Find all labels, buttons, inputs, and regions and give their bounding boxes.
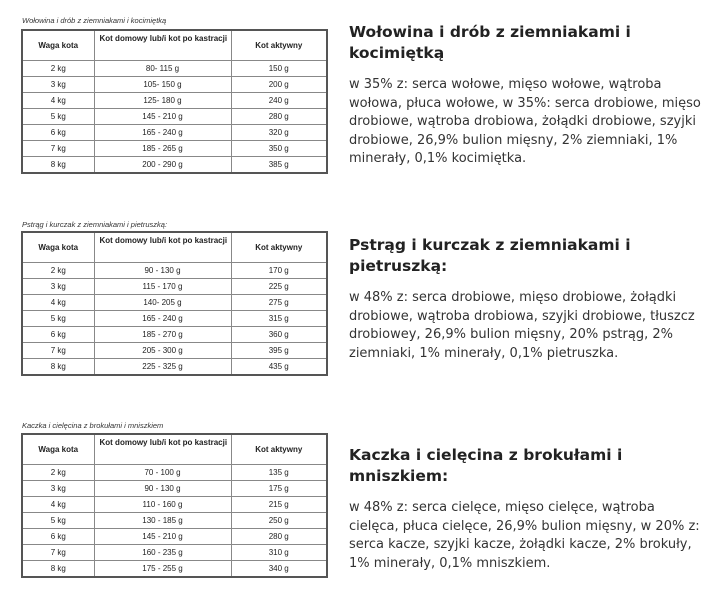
cell-weight: 7 kg — [22, 141, 94, 157]
table-row — [22, 343, 327, 359]
cell-active: 250 g — [231, 513, 327, 529]
cell-indoor: 140- 205 g — [94, 295, 231, 311]
header-weight: Waga kota — [22, 434, 94, 465]
table-row — [22, 279, 327, 295]
cell-weight: 7 kg — [22, 343, 94, 359]
cell-indoor: 185 - 270 g — [94, 327, 231, 343]
table-row — [22, 529, 327, 545]
header-active: Kot aktywny — [231, 30, 327, 61]
cell-weight: 3 kg — [22, 481, 94, 497]
cell-active: 240 g — [231, 93, 327, 109]
header-active: Kot aktywny — [231, 434, 327, 465]
table-row — [22, 295, 327, 311]
table-caption: Kaczka i cielęcina z brokułami i mniszkiem — [22, 421, 164, 430]
cell-indoor: 130 - 185 g — [94, 513, 231, 529]
cell-weight: 2 kg — [22, 263, 94, 279]
header-active: Kot aktywny — [231, 232, 327, 263]
table-caption: Pstrąg i kurczak z ziemniakami i pietruszką: — [22, 220, 168, 229]
cell-weight: 8 kg — [22, 157, 94, 174]
cell-weight: 2 kg — [22, 465, 94, 481]
cell-indoor: 80- 115 g — [94, 61, 231, 77]
cell-active: 280 g — [231, 529, 327, 545]
table-row — [22, 263, 327, 279]
table-header-row — [22, 232, 327, 263]
cell-indoor: 225 - 325 g — [94, 359, 231, 376]
table-row — [22, 141, 327, 157]
table-row — [22, 513, 327, 529]
cell-weight: 4 kg — [22, 295, 94, 311]
cell-indoor: 105- 150 g — [94, 77, 231, 93]
cell-weight: 5 kg — [22, 109, 94, 125]
table-row — [22, 157, 327, 174]
cell-indoor: 185 - 265 g — [94, 141, 231, 157]
cell-active: 280 g — [231, 109, 327, 125]
table-row — [22, 125, 327, 141]
cell-active: 175 g — [231, 481, 327, 497]
cell-active: 170 g — [231, 263, 327, 279]
cell-active: 275 g — [231, 295, 327, 311]
cell-indoor: 175 - 255 g — [94, 561, 231, 578]
cell-active: 150 g — [231, 61, 327, 77]
table-row — [22, 93, 327, 109]
cell-weight: 6 kg — [22, 125, 94, 141]
cell-active: 395 g — [231, 343, 327, 359]
cell-indoor: 125- 180 g — [94, 93, 231, 109]
table-row — [22, 497, 327, 513]
header-weight: Waga kota — [22, 30, 94, 61]
description-block — [349, 22, 701, 169]
cell-indoor: 145 - 210 g — [94, 529, 231, 545]
cell-weight: 5 kg — [22, 513, 94, 529]
table-row — [22, 561, 327, 578]
cell-active: 135 g — [231, 465, 327, 481]
cell-indoor: 165 - 240 g — [94, 311, 231, 327]
cell-indoor: 200 - 290 g — [94, 157, 231, 174]
cell-indoor: 205 - 300 g — [94, 343, 231, 359]
table-row — [22, 109, 327, 125]
feeding-table — [21, 231, 328, 376]
section-title: Wołowina i drób z ziemniakami i kocimiętką — [349, 23, 631, 62]
table-row — [22, 545, 327, 561]
cell-weight: 3 kg — [22, 279, 94, 295]
table-row — [22, 327, 327, 343]
header-indoor: Kot domowy lub/i kot po kastracji — [94, 434, 231, 465]
cell-indoor: 145 - 210 g — [94, 109, 231, 125]
cell-weight: 7 kg — [22, 545, 94, 561]
cell-active: 225 g — [231, 279, 327, 295]
table-row — [22, 359, 327, 376]
cell-indoor: 165 - 240 g — [94, 125, 231, 141]
cell-active: 435 g — [231, 359, 327, 376]
section-description: w 48% z: serca drobiowe, mięso drobiowe, żołądki drobiowe, wątroba drobiowa, szyjki drobiowe, tłuszcz drobiowey, 26,9% bulion mięsny, 20% pstrąg, 2% ziemniaki, 1% minerały, 0,1% pietruszka. — [349, 290, 695, 361]
table-row — [22, 311, 327, 327]
cell-active: 385 g — [231, 157, 327, 174]
section-title: Kaczka i cielęcina z brokułami i mniszkiem: — [349, 446, 623, 485]
cell-weight: 2 kg — [22, 61, 94, 77]
cell-weight: 6 kg — [22, 327, 94, 343]
header-weight: Waga kota — [22, 232, 94, 263]
header-indoor: Kot domowy lub/i kot po kastracji — [94, 232, 231, 263]
cell-active: 350 g — [231, 141, 327, 157]
table-row — [22, 465, 327, 481]
cell-indoor: 90 - 130 g — [94, 481, 231, 497]
header-indoor: Kot domowy lub/i kot po kastracji — [94, 30, 231, 61]
section-description: w 48% z: serca cielęce, mięso cielęce, wątroba cielęca, płuca cielęce, 26,9% bulion mięsny, w 20% z: serca kacze, szyjki kacze, żołądki kacze, 2% brokuły, 1% minerały, 0,1% mniszkiem. — [349, 500, 700, 571]
table-row — [22, 77, 327, 93]
cell-weight: 8 kg — [22, 561, 94, 578]
cell-indoor: 70 - 100 g — [94, 465, 231, 481]
cell-weight: 8 kg — [22, 359, 94, 376]
table-caption: Wołowina i drób z ziemniakami i kocimiętką — [22, 16, 167, 25]
section-title: Pstrąg i kurczak z ziemniakami i pietruszką: — [349, 236, 631, 275]
cell-weight: 3 kg — [22, 77, 94, 93]
cell-active: 320 g — [231, 125, 327, 141]
cell-indoor: 90 - 130 g — [94, 263, 231, 279]
cell-weight: 5 kg — [22, 311, 94, 327]
table-row — [22, 61, 327, 77]
table-header-row — [22, 30, 327, 61]
cell-active: 310 g — [231, 545, 327, 561]
table-header-row — [22, 434, 327, 465]
cell-indoor: 110 - 160 g — [94, 497, 231, 513]
cell-active: 215 g — [231, 497, 327, 513]
table-row — [22, 481, 327, 497]
feeding-table — [21, 433, 328, 578]
cell-active: 200 g — [231, 77, 327, 93]
feeding-table — [21, 29, 328, 174]
description-block — [349, 235, 701, 363]
cell-weight: 4 kg — [22, 497, 94, 513]
cell-active: 360 g — [231, 327, 327, 343]
description-block — [349, 445, 701, 573]
cell-weight: 6 kg — [22, 529, 94, 545]
cell-active: 315 g — [231, 311, 327, 327]
cell-indoor: 160 - 235 g — [94, 545, 231, 561]
cell-active: 340 g — [231, 561, 327, 578]
cell-weight: 4 kg — [22, 93, 94, 109]
section-description: w 35% z: serca wołowe, mięso wołowe, wątroba wołowa, płuca wołowe, w 35%: serca drobiowe, mięso drobiowe, wątroba drobiowa, żołądki drobiowe, szyjki drobiowe, 26,9% bulion mięsny, 2% ziemniaki, 1% minerały, 0,1% kocimiętka. — [349, 77, 701, 166]
cell-indoor: 115 - 170 g — [94, 279, 231, 295]
